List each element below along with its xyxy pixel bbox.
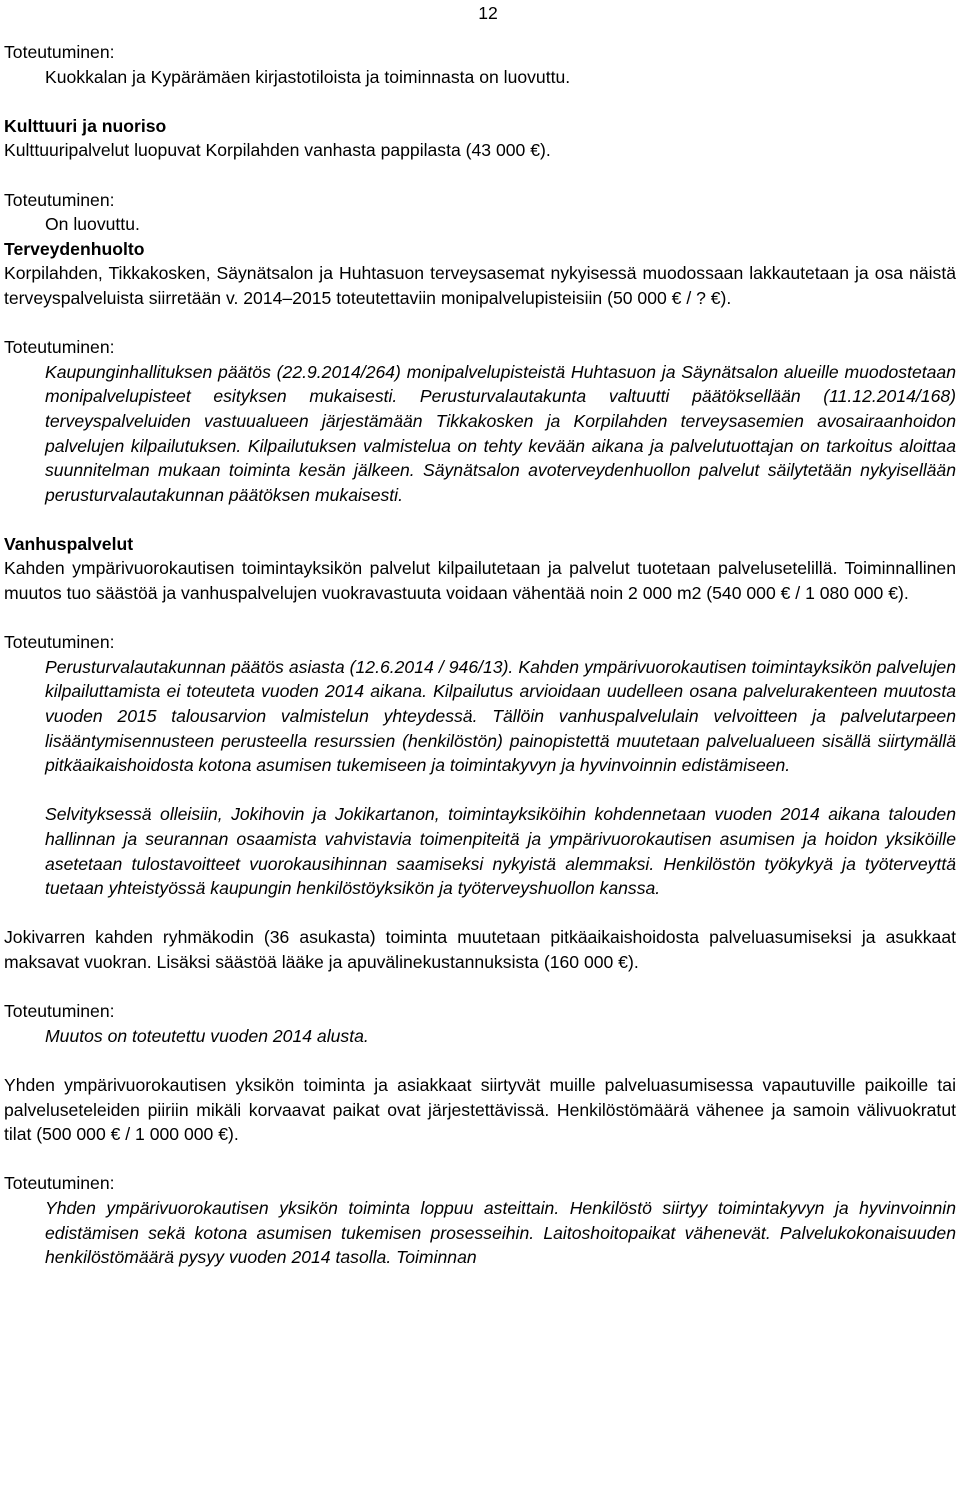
paragraph: Yhden ympärivuorokautisen yksikön toiminta ja asiakkaat siirtyvät muille palveluasumisessa vapautuville paikoille tai palveluseteleiden piiriin mikäli korvaavat paikat ovat järjestettävissä. Henkilöstömäärä vähenee ja samoin välivuokratut tilat (500 000 € / 1 000 000 €). [4, 1074, 956, 1145]
spacer [4, 1048, 956, 1073]
page-number: 12 [478, 3, 498, 23]
section-label: Toteutuminen: [4, 337, 115, 358]
section-label: Toteutuminen: [4, 1001, 115, 1022]
section-heading: Vanhuspalvelut [4, 533, 134, 554]
paragraph: Korpilahden, Tikkakosken, Säynätsalon ja Huhtasuon terveysasemat nykyisessä muodossaan lakkautetaan ja osa näistä terveyspalveluista siirretään v. 2014–2015 toteutettaviin monipalvelupisteisiin (50 000 € / ? €). [4, 263, 956, 308]
indented-paragraph: Kuokkalan ja Kypärämäen kirjastotiloista ja toiminnasta on luovuttu. [45, 66, 571, 87]
indented-italic-paragraph: Perusturvalautakunnan päätös asiasta (12.6.2014 / 946/13). Kahden ympärivuorokautisen toimintayksikön palvelujen kilpailuttamista ei toteuteta vuoden 2014 aikana. Kilpailutus arvioidaan uudelleen osana palvelurakenteen muutosta vuoden 2015 talousarvion valmistelun yhteydessä. Tällöin vanhuspalvelulain velvoitteen ja palvelutarpeen lisääntymisennusteen perusteella resurssien (henkilöstön) painopistettä muutetaan palvelualueen sisällä siirtymällä pitkäaikaishoidosta kotona asumisen tukemiseen ja toimintakyvyn ja hyvinvoinnin edistämiseen. [45, 656, 956, 776]
section-label: Toteutuminen: [4, 632, 115, 653]
section-label: Toteutuminen: [4, 42, 115, 62]
spacer [4, 901, 956, 926]
spacer [4, 507, 956, 532]
spacer [4, 163, 956, 188]
section-label: Toteutuminen: [4, 1173, 115, 1194]
indented-italic-paragraph: Selvityksessä olleisiin, Jokihovin ja Jokikartanon, toimintayksiköihin kohdennetaan vuoden 2014 aikana talouden hallinnan ja seurannan osaamista vahvistavia toimenpiteitä ja ympärivuorokautisen asumisen ja hoidon yksiköille asetetaan tulostavoitteet vuorokausihinnan saamiseksi nykyistä alemmaksi. Henkilöstön työkykyä ja työterveyttä tuetaan yhteistyössä kaupungin henkilöstöyksikön ja työterveyshuollon kanssa. [45, 804, 956, 899]
spacer [4, 89, 956, 114]
spacer [4, 606, 956, 631]
spacer [4, 975, 956, 1000]
indented-italic-paragraph: Muutos on toteutettu vuoden 2014 alusta. [45, 1025, 369, 1046]
indented-italic-paragraph: Yhden ympärivuorokautisen yksikön toiminta loppuu asteittain. Henkilöstö siirtyy toimintakyvyn ja hyvinvoinnin edistämisen sekä kotona asumisen tukemisen prosesseihin. Laitoshoitopaikat vähenevät. Palvelukokonaisuuden henkilöstömäärä pysyy vuoden 2014 tasolla. Toiminnan [45, 1197, 956, 1268]
section-heading: Terveydenhuolto [4, 238, 145, 259]
paragraph: Kahden ympärivuorokautisen toimintayksikön palvelut kilpailutetaan ja palvelut tuotetaan palvelusetelillä. Toiminnallinen muutos tuo säästöä ja vanhuspalvelujen vuokravastuuta voidaan vähentää noin 2 000 m2 (540 000 € / 1 080 000 €). [4, 558, 956, 604]
indented-paragraph: On luovuttu. [45, 214, 140, 235]
document-body [4, 40, 956, 1270]
paragraph: Kulttuuripalvelut luopuvat Korpilahden vanhasta pappilasta (43 000 €). [4, 140, 551, 161]
spacer [4, 778, 956, 803]
spacer [4, 311, 956, 336]
section-label: Toteutuminen: [4, 189, 115, 210]
indented-italic-paragraph: Kaupunginhallituksen päätös (22.9.2014/264) monipalvelupisteistä Huhtasuon ja Säynätsalon alueille muodostetaan monipalvelupisteet esityksen mukaisesti. Perusturvalautakunta valtuutti päätöksellään (11.12.2014/168) terveyspalveluiden vastuualueen järjestämään Tikkakosken ja Korpilahden terveysasemien avosairaanhoidon palvelujen kilpailutuksen. Kilpailutuksen valmistelua on tehty kevään aikana ja palvelutuottajan on tarkoitus aloittaa suunnitelman mukaan toiminta kesän jälkeen. Säynätsalon avoterveydenhuollon palvelut säilytetään nykyisellään perusturvalautakunnan päätöksen mukaisesti. [45, 361, 956, 505]
spacer [4, 1147, 956, 1172]
paragraph: Jokivarren kahden ryhmäkodin (36 asukasta) toiminta muutetaan pitkäaikaishoidosta palveluasumiseksi ja asukkaat maksavat vuokran. Lisäksi säästöä lääke ja apuvälinekustannuksista (160 000 €). [4, 927, 956, 972]
section-heading: Kulttuuri ja nuoriso [4, 115, 167, 136]
